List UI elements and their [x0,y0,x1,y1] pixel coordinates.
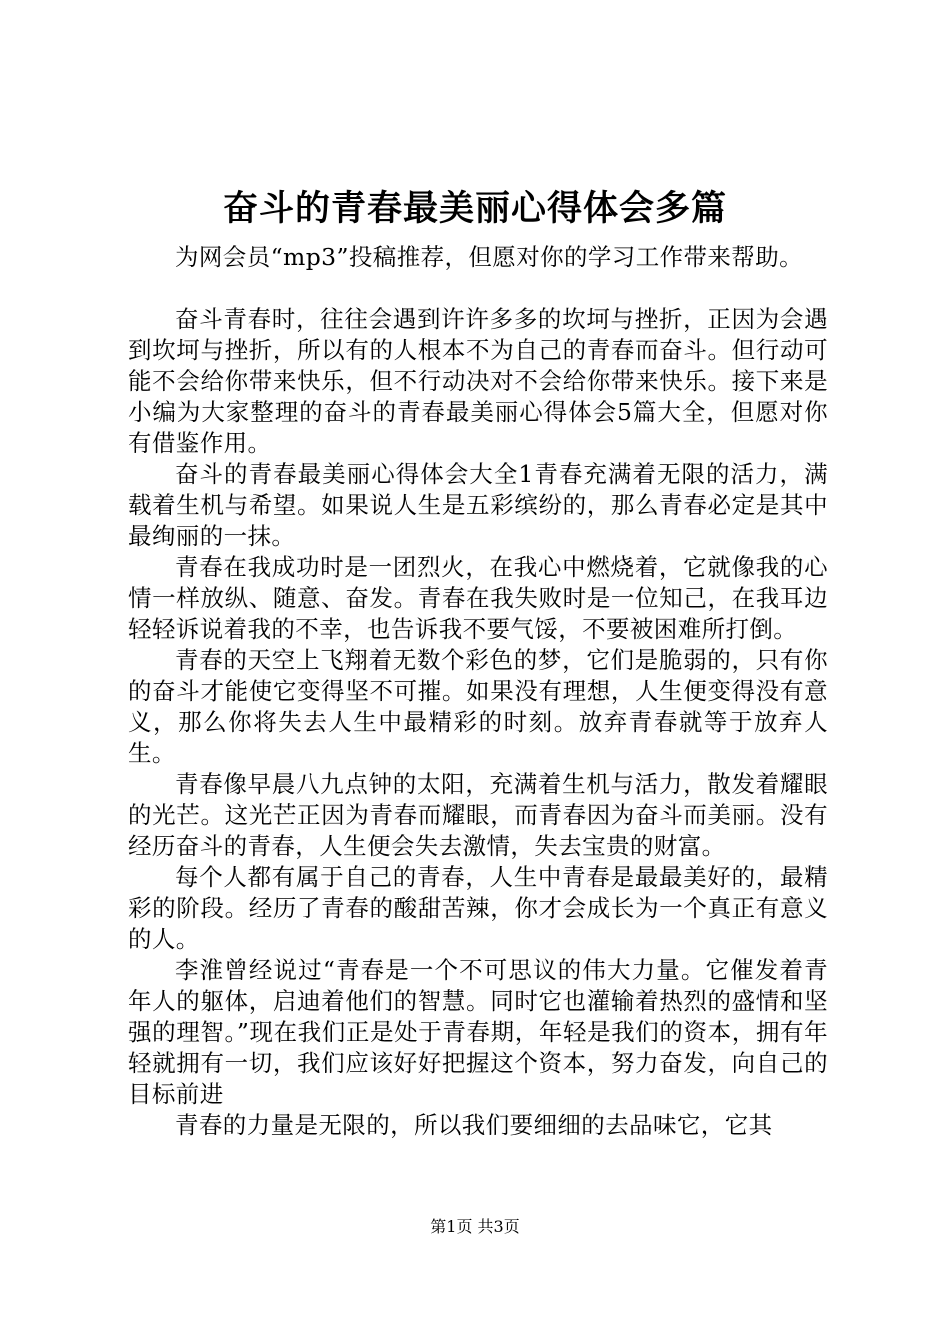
body-paragraph: 青春在我成功时是一团烈火，在我心中燃烧着，它就像我的心情一样放纵、随意、奋发。青春在我失败时是一位知己，在我耳边轻轻诉说着我的不幸，也告诉我不要气馁，不要被困难所打倒。 [128,553,828,643]
body-paragraph: 青春的力量是无限的，所以我们要细细的去品味它，它其 [175,1111,773,1139]
body-paragraph: 李淮曾经说过“青春是一个不可思议的伟大力量。它催发着青年人的躯体，启迪着他们的智慧。同时它也灌输着热烈的盛情和坚强的理智。”现在我们正是处于青春期，年轻是我们的资本，拥有年轻就拥有一切，我们应该好好把握这个资本，努力奋发，向自己的目标前进 [128,956,828,1108]
page-number-footer: 第1页 共3页 [430,1217,520,1236]
intro-paragraph: 为网会员“mp3”投稿推荐，但愿对你的学习工作带来帮助。 [175,243,804,271]
document-title: 奋斗的青春最美丽心得体会多篇 [222,188,727,229]
body-paragraph: 奋斗青春时，往往会遇到许许多多的坎坷与挫折，正因为会遇到坎坷与挫折，所以有的人根本不为自己的青春而奋斗。但行动可能不会给你带来快乐，但不行动决对不会给你带来快乐。接下来是小编为大家整理的奋斗的青春最美丽心得体会5篇大全，但愿对你有借鉴作用。 [128,305,828,457]
body-paragraph: 每个人都有属于自己的青春，人生中青春是最最美好的，最精彩的阶段。经历了青春的酸甜苦辣，你才会成长为一个真正有意义的人。 [128,863,828,953]
body-paragraph: 青春像早晨八九点钟的太阳，充满着生机与活力，散发着耀眼的光芒。这光芒正因为青春而耀眼，而青春因为奋斗而美丽。没有经历奋斗的青春，人生便会失去激情，失去宝贵的财富。 [128,770,828,860]
body-paragraph: 青春的天空上飞翔着无数个彩色的梦，它们是脆弱的，只有你的奋斗才能使它变得坚不可摧。如果没有理想，人生便变得没有意义，那么你将失去人生中最精彩的时刻。放弃青春就等于放弃人生。 [128,646,828,767]
document-body [128,242,828,1141]
body-paragraph: 奋斗的青春最美丽心得体会大全1青春充满着无限的活力，满载着生机与希望。如果说人生是五彩缤纷的，那么青春必定是其中最绚丽的一抹。 [128,460,828,550]
